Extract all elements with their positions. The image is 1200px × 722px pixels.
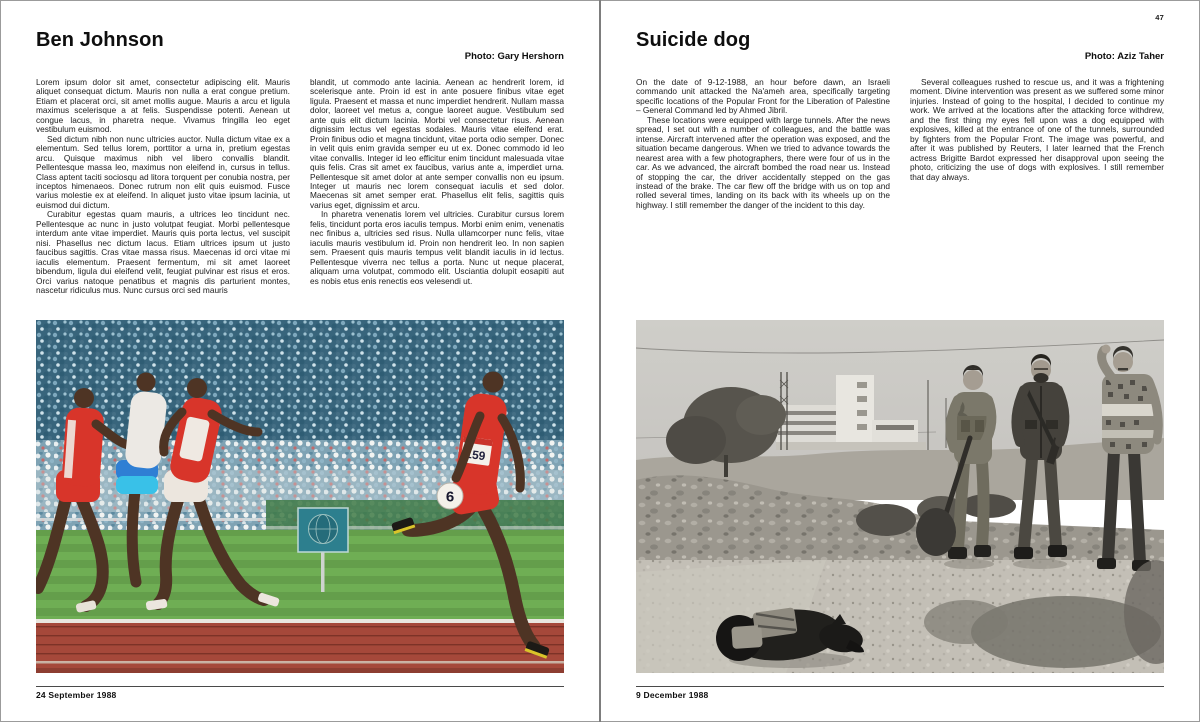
body-paragraph: These locations were equipped with large tunnels. After the news spread, I set out with a number of colleagues, and the battle was intense. Aircraft intervened after the operation was exposed, and the situation became dangerous. When we tried to advance towards the nearest area with a few photographers, there were four of us in the car. As we advanced, the aircraft bombed the road near us. Instead of stopping the car, the driver accidentally stepped on the gas instead of the brake. The car flew off the bridge with us on top and rolled several times, landing on its back with its wheels up on the highway. I still remember the danger of the incident to this day. bbox=[636, 114, 890, 210]
body-paragraph: Lorem ipsum dolor sit amet, consectetur adipiscing elit. Mauris aliquet consequat dictum. Mauris non nulla a erat congue pretium. Etiam et placerat orci, sit amet mollis augue. Mauris a arcu et ligula maximus scelerisque a at felis. Suspendisse potenti. Aenean ut congue lacus, in pharetra neque. Vivamus fringilla leo eget vestibulum euismod. bbox=[36, 77, 290, 135]
ben-johnson-photo-illustration bbox=[36, 320, 564, 673]
right-column-1 bbox=[636, 78, 890, 210]
body-paragraph: Curabitur egestas quam mauris, a ultrices leo tincidunt nec. Pellentesque ac nunc in justo volutpat feugiat. Morbi pellentesque interdum ante vitae imperdiet. Mauris quis porta lectus, vel suscipit nisi. Phasellus nec dictum lacus. Etiam ultrices ipsum ut justo faucibus sagittis. Cras vitae massa risus. Maecenas id orci vitae mi iaculis elementum. Praesent fermentum, mi sit amet laoreet bibendum, ligula dui eleifend velit, feugiat pulvinar est risus et eros. Orci varius natoque penatibus et magnis dis parturient montes, nascetur ridiculus mus. Nunc cursus orci sed mauris bbox=[36, 209, 290, 295]
page-number: 47 bbox=[1155, 13, 1164, 22]
left-column-2 bbox=[310, 78, 564, 286]
lane-number: 6 bbox=[445, 488, 455, 506]
left-column-1 bbox=[36, 78, 290, 295]
body-paragraph: Several colleagues rushed to rescue us, and it was a frightening moment. Divine intervention was present as we suffered some minor injuries. Instead of going to the hospital, I decided to continue my work. We arrived at the locations after the attacking force withdrew, and the first thing my eyes fell upon was a dog equipped with explosives, killed at the entrance of one of the tunnels, surrounded by fighters from the Popular Front. The image was powerful, and after it was published by Reuters, I later learned that the French actress Brigitte Bardot expressed her disapproval upon seeing the photo, criticizing the use of dogs with explosives. I still remember that day always. bbox=[910, 77, 1164, 182]
right-date: 9 December 1988 bbox=[636, 690, 709, 700]
left-photo-credit: Photo: Gary Hershorn bbox=[464, 51, 564, 62]
left-date: 24 September 1988 bbox=[36, 690, 117, 700]
body-paragraph: In pharetra venenatis lorem vel ultricies. Curabitur cursus lorem felis, tincidunt porta eros iaculis tempus. Morbi enim enim, venenatis nec finibus a, ultricies sed risus. Nulla ullamcorper nunc felis, vitae iaculis mauris vestibulum id. Proin non hendrerit leo. In non sapien sem. Praesent quis mauris tempus velit blandit iaculis in id lectus. Pellentesque viverra nec tellus a porta. Nunc ut neque placerat, aliquam urna volutpat, commodo elit. Usciantia dolupit eosapiti aut es nobis etus enis renectis eos velesendi ut. bbox=[310, 209, 564, 286]
page-gutter-divider bbox=[599, 0, 601, 722]
left-page-title: Ben Johnson bbox=[36, 29, 164, 51]
photo-suicide-dog bbox=[636, 320, 1164, 673]
suicide-dog-photo-illustration bbox=[636, 320, 1164, 673]
body-paragraph: On the date of 9-12-1988, an hour before dawn, an Israeli commando unit attacked the Na'ameh area, specifically targeting specific locations of the Popular Front for the Liberation of Palestine – General Command led by Ahmed Jibril. bbox=[636, 77, 890, 116]
right-page-title: Suicide dog bbox=[636, 29, 751, 51]
photo-ben-johnson-race bbox=[36, 320, 564, 673]
left-footer-rule bbox=[36, 686, 564, 687]
right-column-2 bbox=[910, 78, 1164, 182]
right-photo-credit: Photo: Aziz Taher bbox=[1084, 51, 1164, 62]
body-paragraph: Sed dictum nibh non nunc ultricies auctor. Nulla dictum vitae ex a elementum. Sed tellus lorem, porttitor a urna in, pretium egestas arcu. Quisque maximus nibh vel libero convallis blandit. Pellentesque massa leo, maximus non eleifend in, cursus in tellus. Class aptent taciti sociosqu ad litora torquent per conubia nostra, per inceptos himenaeos. Donec rutrum non elit quis euismod. Fusce varius molestie ex at eleifend. In aliquet justo vitae ipsum lacinia, ut euismod dui dictum. bbox=[36, 133, 290, 210]
body-paragraph: blandit, ut commodo ante lacinia. Aenean ac hendrerit lorem, id scelerisque ante. Proin id est in ante posuere finibus vitae eget ligula. Praesent et massa et nunc imperdiet hendrerit. Nullam massa dolor, laoreet vel metus a, congue laoreet augue. Vestibulum sed ante quis elit dictum lacinia. Morbi vel consectetur risus. Aenean dignissim lectus vel egestas sodales. Mauris vitae eleifend erat. Proin finibus odio et magna tincidunt, vitae porta odio semper. Donec in velit quis enim gravida semper eu ut ex. Donec commodo id leo vitae convallis. Integer id leo efficitur enim tincidunt malesuada vitae quis felis. Cras sit amet ex faucibus, varius ante a, imperdiet urna. Pellentesque sit amet dolor at ante semper convallis non eu ipsum. Integer ut mauris nec lorem consequat iaculis et sed dolor. Maecenas sit amet semper erat. Phasellus elit felis, sagittis quis varius eget, dignissim et arcu. bbox=[310, 77, 564, 210]
right-footer-rule bbox=[636, 686, 1164, 687]
bib-number: 159 bbox=[464, 446, 487, 464]
